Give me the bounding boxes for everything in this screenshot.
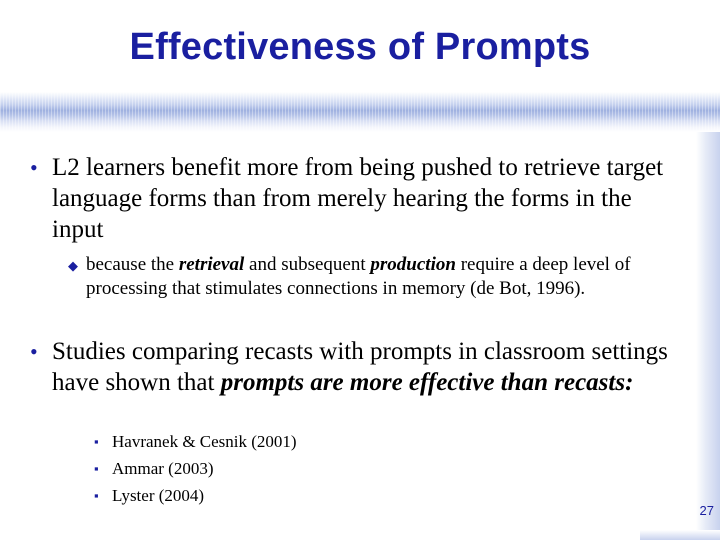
square-bullet-icon: ▪ [94, 434, 99, 449]
sub-bullet-1-emphasis-1: retrieval [178, 254, 245, 275]
diamond-bullet-icon: ◆ [68, 258, 78, 273]
bullet-2-part-1: Studies comparing recasts with prompts in classroom settings have shown that [52, 338, 668, 396]
square-bullet-icon: ▪ [94, 488, 99, 503]
sub-bullet-1-emphasis-2: production [370, 254, 456, 275]
reference-item [94, 482, 512, 509]
bullet-2 [30, 336, 672, 398]
sub-bullet-1 [68, 253, 656, 301]
reference-text: Lyster (2004) [112, 486, 205, 505]
page-number: 27 [699, 503, 714, 518]
reference-item [94, 428, 512, 455]
bullet-dot-icon: • [30, 155, 38, 180]
bullet-2-emphasis: prompts are more effective than recasts: [220, 369, 634, 396]
sub-bullet-1-part-1: because the [86, 254, 179, 275]
bullet-1-text: L2 learners benefit more from being pushed to retrieve target language forms than from merely hearing the forms in the input [52, 154, 664, 243]
reference-text: Ammar (2003) [112, 459, 214, 478]
bullet-1 [30, 152, 672, 245]
square-bullet-icon: ▪ [94, 461, 99, 476]
slide-title: Effectiveness of Prompts [129, 26, 591, 68]
reference-text: Havranek & Cesnik (2001) [112, 432, 297, 451]
sub-bullet-1-part-2: and subsequent [244, 254, 371, 275]
reference-item [94, 455, 512, 482]
bullet-dot-icon: • [30, 339, 38, 364]
reference-list [94, 428, 512, 509]
sub-bullet-1-part-3: require a deep level of processing that stimulates connections in memory (de Bot, 1996). [86, 254, 631, 299]
